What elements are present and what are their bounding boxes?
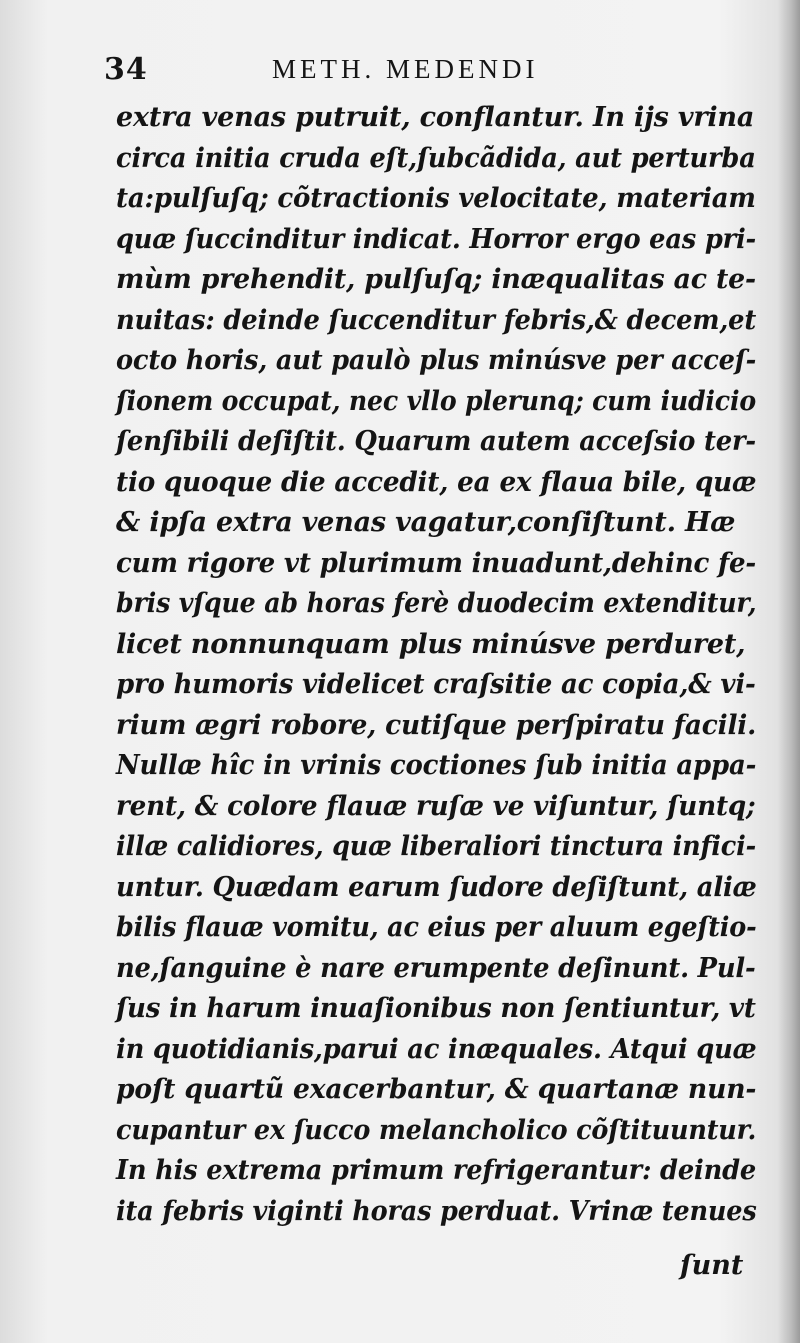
catchword: ſunt [680, 1250, 744, 1281]
text-line: ſionem occupat, nec vllo plerunq; cum iudicio [116, 385, 756, 417]
running-head [104, 52, 664, 92]
running-title: METH. MEDENDI [272, 54, 539, 84]
text-line: bilis flauæ vomitu, ac eius per aluum egeſtio- [116, 912, 757, 943]
text-line: illæ calidiores, quæ liberaliori tinctura infici- [116, 831, 757, 862]
text-line: bris vſque ab horas ferè duodecim extenditur, [116, 588, 757, 619]
text-line: extra venas putruit, conflantur. In ijs vrina [116, 102, 755, 133]
text-line: rium ægri robore, cutiſque perſpiratu facili. [116, 709, 757, 741]
text-line: in quotidianis,parui ac inæquales. Atqui quæ [116, 1033, 757, 1065]
text-line: tio quoque die accedit, ea ex flaua bile, quæ [116, 466, 757, 498]
text-line: nuitas: deinde ſuccenditur febris,& decem,et [116, 304, 757, 336]
text-line: Nullæ hîc in vrinis coctiones ſub initia appa- [116, 750, 757, 781]
text-line: untur. Quædam earum ſudore deſiſtunt, aliæ [116, 871, 757, 903]
text-line: ſus in harum inuaſionibus non ſentiuntur, vt [116, 993, 756, 1024]
text-line: mùm prehendit, pulſuſq; inæqualitas ac te- [116, 264, 756, 295]
text-line: ſenſibili deſiſtit. Quarum autem acceſsio ter- [116, 426, 756, 457]
page-number: 34 [104, 52, 148, 87]
text-line: cupantur ex ſucco melancholico cõſtituuntur. [116, 1114, 757, 1146]
body-text [116, 98, 757, 1232]
text-line: licet nonnunquam plus minúsve perduret, [116, 628, 746, 660]
text-line: quæ ſuccinditur indicat. Horror ergo eas pri- [116, 223, 757, 255]
text-line: & ipſa extra venas vagatur,conſiſtunt. Hæ [116, 507, 736, 538]
page-edge-shadow [778, 0, 800, 1343]
text-line: pro humoris videlicet craſsitie ac copia,& vi- [116, 669, 756, 700]
text-line: poſt quartũ exacerbantur, & quartanæ nun- [116, 1074, 757, 1105]
text-line: ta:pulſuſq; cõtractionis velocitate, materiam [116, 183, 756, 214]
text-line: circa initia cruda eſt,ſubcãdida, aut perturba [116, 142, 756, 174]
text-line: ne,ſanguine è nare erumpente deſinunt. Pul- [116, 952, 756, 984]
text-line: ita febris viginti horas perduat. Vrinæ tenues [116, 1195, 757, 1227]
text-line: cum rigore vt plurimum inuadunt,dehinc fe- [116, 547, 757, 579]
text-line: octo horis, aut paulò plus minúsve per acceſ- [116, 345, 757, 376]
text-line: In his extrema primum refrigerantur: deinde [116, 1155, 757, 1186]
text-line: rent, & colore flauæ ruſæ ve viſuntur, ſuntq; [116, 790, 756, 822]
